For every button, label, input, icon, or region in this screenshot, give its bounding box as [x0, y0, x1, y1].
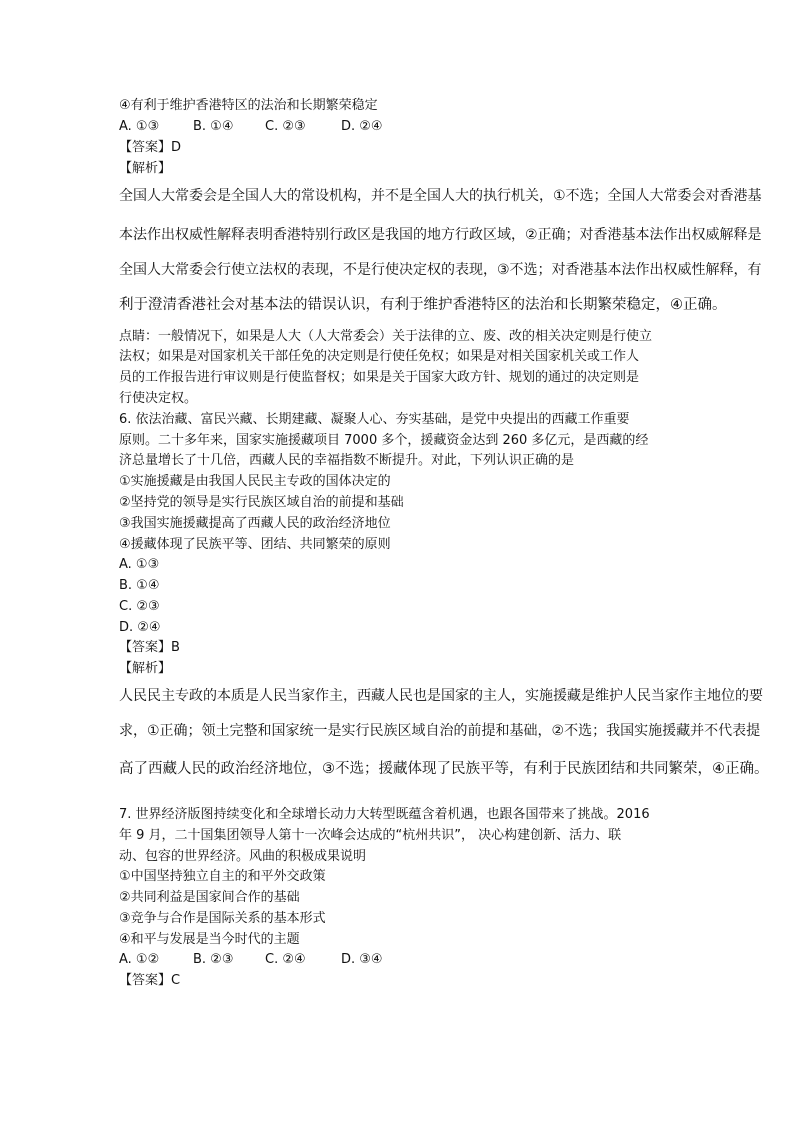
q5-analysis-label: 【解析】 [119, 161, 172, 176]
q7-options [119, 951, 383, 969]
q5-option-c: C. ②③ [265, 119, 306, 134]
q6-option-c: C. ②③ [119, 599, 160, 614]
q7-stem-line: 动、包容的世界经济。风曲的积极成果说明 [119, 849, 367, 864]
q7-stem-line: 7. 世界经济版图持续变化和全球增长动力大转型既蕴含着机遇，也跟各国带来了挑战。2016 [119, 807, 650, 822]
q7-item: ③竞争与合作是国际关系的基本形式 [119, 911, 326, 926]
q6-analysis-label: 【解析】 [119, 661, 172, 676]
q5-option-d: D. ②④ [341, 119, 383, 134]
q5-option-a: A. ①③ [119, 119, 160, 134]
q7-item: ②共同利益是国家间合作的基础 [119, 890, 300, 905]
q5-tip-line: 行使决定权。 [119, 391, 198, 406]
q6-analysis-line: 求，①正确；领土完整和国家统一是实行民族区域自治的前提和基础，②不选；我国实施援藏并不代表提 [119, 723, 761, 739]
q6-answer: 【答案】B [119, 640, 180, 655]
q6-item: ②坚持党的领导是实行民族区域自治的前提和基础 [119, 495, 404, 510]
q7-item: ①中国坚持独立自主的和平外交政策 [119, 869, 326, 884]
q7-option-b: B. ②③ [193, 952, 234, 967]
q7-stem-line: 年 9 月，二十国集团领导人第十一次峰会达成的“杭州共识”， 决心构建创新、活力、联 [119, 828, 622, 843]
q5-tip-line: 员的工作报告进行审议则是行使监督权；如果是关于国家大政方针、规划的通过的决定则是 [119, 370, 640, 385]
q5-options [119, 118, 383, 136]
q5-answer: 【答案】D [119, 140, 182, 155]
q7-answer: 【答案】C [119, 973, 181, 988]
q6-analysis-line: 高了西藏人民的政治经济地位，③不选；援藏体现了民族平等，有利于民族团结和共同繁荣，④正确。 [119, 761, 769, 777]
q5-item-4: ④有利于维护香港特区的法治和长期繁荣稳定 [119, 98, 378, 113]
q5-analysis-line: 本法作出权威性解释表明香港特别行政区是我国的地方行政区域，②正确；对香港基本法作出权威解释是 [119, 227, 762, 243]
q5-analysis-line: 全国人大常委会是全国人大的常设机构，并不是全国人大的执行机关，①不选；全国人大常委会对香港基 [119, 188, 762, 204]
q6-stem-line: 原则。二十多年来，国家实施援藏项目 7000 多个，援藏资金达到 260 多亿元，是西藏的经 [119, 433, 649, 448]
q6-analysis-line: 人民民主专政的本质是人民当家作主，西藏人民也是国家的主人，实施援藏是维护人民当家作主地位的要 [119, 688, 763, 704]
q5-analysis-line: 利于澄清香港社会对基本法的错误认识，有利于维护香港特区的法治和长期繁荣稳定，④正确。 [119, 297, 727, 313]
q7-option-c: C. ②④ [265, 952, 306, 967]
q6-stem-line: 济总量增长了十几倍，西藏人民的幸福指数不断提升。对此，下列认识正确的是 [119, 453, 575, 468]
q7-item: ④和平与发展是当今时代的主题 [119, 932, 300, 947]
q6-item: ④援藏体现了民族平等、团结、共同繁荣的原则 [119, 537, 391, 552]
q6-item: ①实施援藏是由我国人民民主专政的国体决定的 [119, 474, 391, 489]
q6-option-b: B. ①④ [119, 578, 160, 593]
q6-option-a: A. ①③ [119, 557, 160, 572]
q7-option-a: A. ①② [119, 952, 160, 967]
q6-stem-line: 6. 依法治藏、富民兴藏、长期建藏、凝聚人心、夯实基础，是党中央提出的西藏工作重要 [119, 412, 630, 427]
q5-option-b: B. ①④ [193, 119, 234, 134]
q5-tip-line: 点睛：一般情况下，如果是人大（人大常委会）关于法律的立、废、改的相关决定则是行使立 [119, 329, 653, 344]
q6-option-d: D. ②④ [119, 620, 161, 635]
q5-analysis-line: 全国人大常委会行使立法权的表现，不是行使决定权的表现，③不选；对香港基本法作出权威性解释，有 [119, 262, 762, 278]
q7-option-d: D. ③④ [341, 952, 383, 967]
q6-item: ③我国实施援藏提高了西藏人民的政治经济地位 [119, 516, 391, 531]
q5-tip-line: 法权；如果是对国家机关干部任免的决定则是行使任免权；如果是对相关国家机关或工作人 [119, 349, 640, 364]
